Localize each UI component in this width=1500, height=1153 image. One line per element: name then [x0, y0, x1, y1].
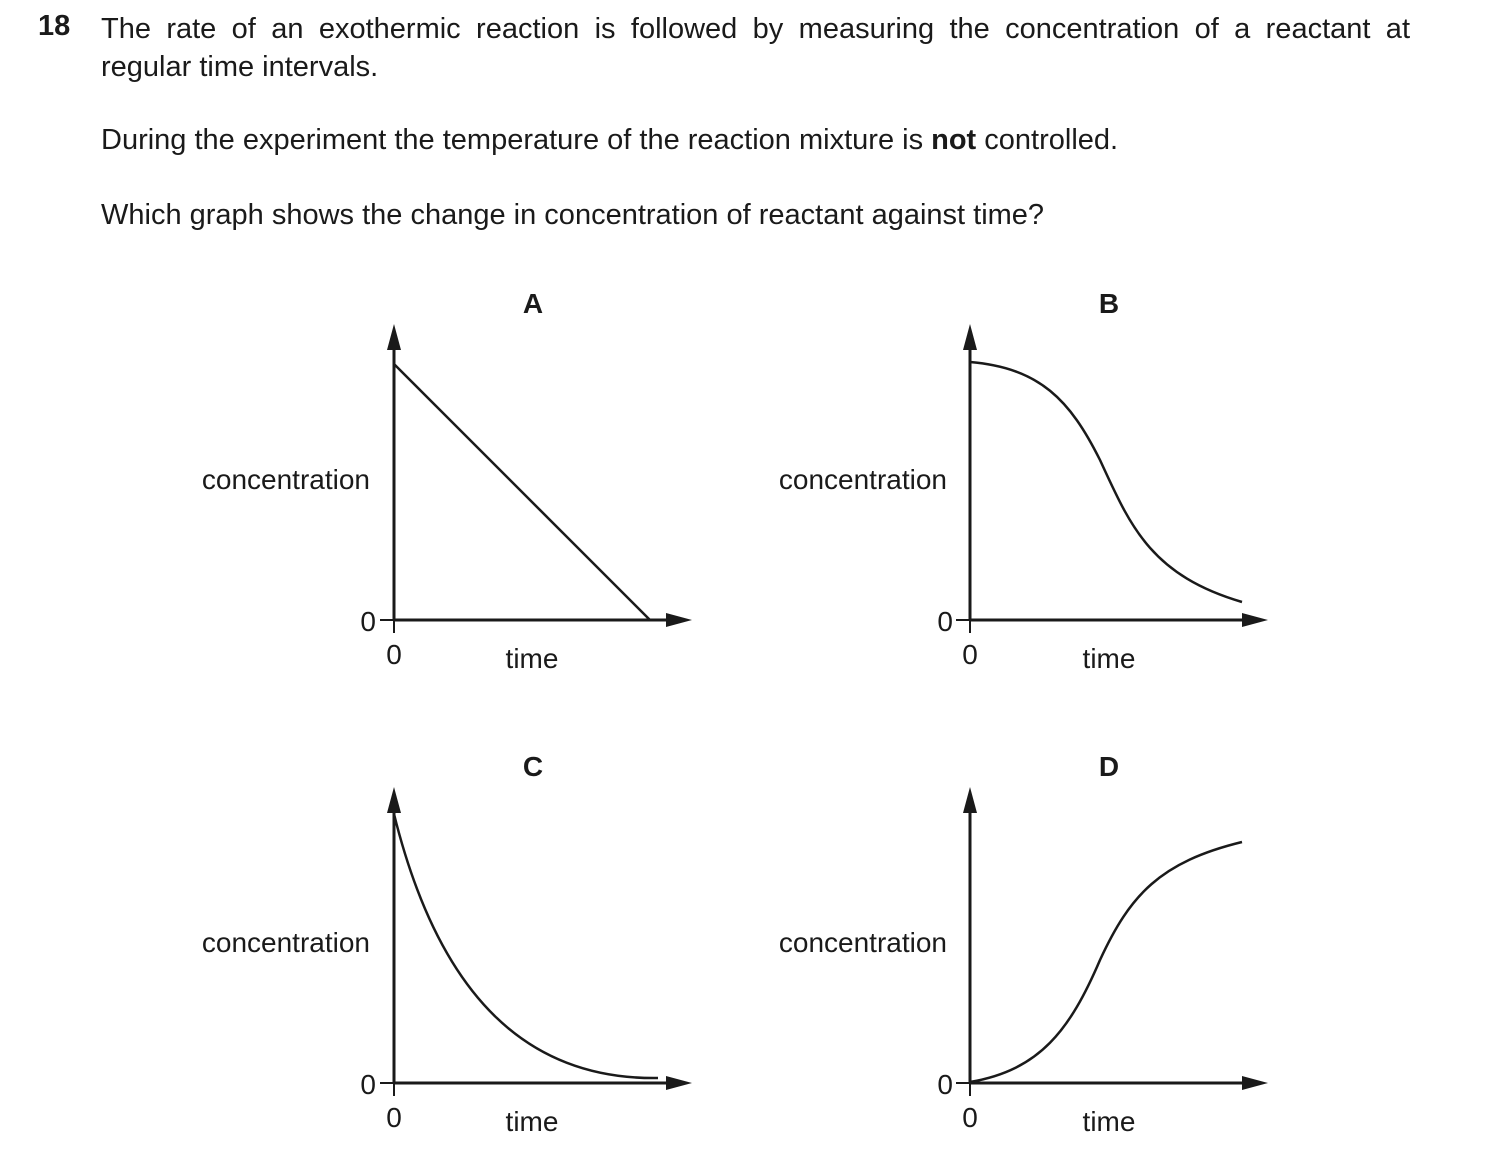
y-origin-label: 0: [937, 1069, 953, 1100]
graph-option-c: [202, 751, 666, 1137]
y-origin-label: 0: [360, 1069, 376, 1100]
graph-option-b: [779, 288, 1242, 674]
x-axis-label: time: [505, 1106, 559, 1137]
x-axis-label: time: [1082, 643, 1136, 674]
y-axis-label: concentration: [778, 927, 947, 958]
question-prompt: Which graph shows the change in concentration of reactant against time?: [101, 199, 1045, 231]
question-text-line1: The rate of an exothermic reaction is followed by measuring the concentration of a reactant at: [101, 13, 1410, 45]
graph-option-a: [202, 288, 666, 674]
concentration-curve: [394, 814, 658, 1078]
x-axis-label: time: [1082, 1106, 1136, 1137]
x-origin-label: 0: [386, 1102, 402, 1133]
graph-option-d: [779, 751, 1242, 1137]
option-letter: D: [1098, 751, 1120, 782]
condition-text-before: During the experiment the temperature of the reaction mixture is: [101, 124, 932, 156]
y-axis-label: concentration: [201, 927, 370, 958]
option-letter: C: [522, 751, 544, 782]
y-origin-label: 0: [937, 606, 953, 637]
y-origin-label: 0: [360, 606, 376, 637]
x-axis-label: time: [505, 643, 559, 674]
condition-text-after: controlled.: [976, 124, 1119, 156]
option-letter: A: [522, 288, 544, 319]
question-text-line2: regular time intervals.: [101, 51, 379, 83]
question-number: 18: [38, 10, 71, 42]
condition-emphasis: not: [931, 124, 977, 156]
x-origin-label: 0: [962, 639, 978, 670]
y-axis-label: concentration: [201, 464, 370, 495]
concentration-curve: [970, 842, 1242, 1082]
concentration-curve: [394, 364, 650, 620]
x-origin-label: 0: [386, 639, 402, 670]
option-letter: B: [1098, 288, 1120, 319]
x-origin-label: 0: [962, 1102, 978, 1133]
concentration-curve: [970, 362, 1242, 602]
y-axis-label: concentration: [778, 464, 947, 495]
